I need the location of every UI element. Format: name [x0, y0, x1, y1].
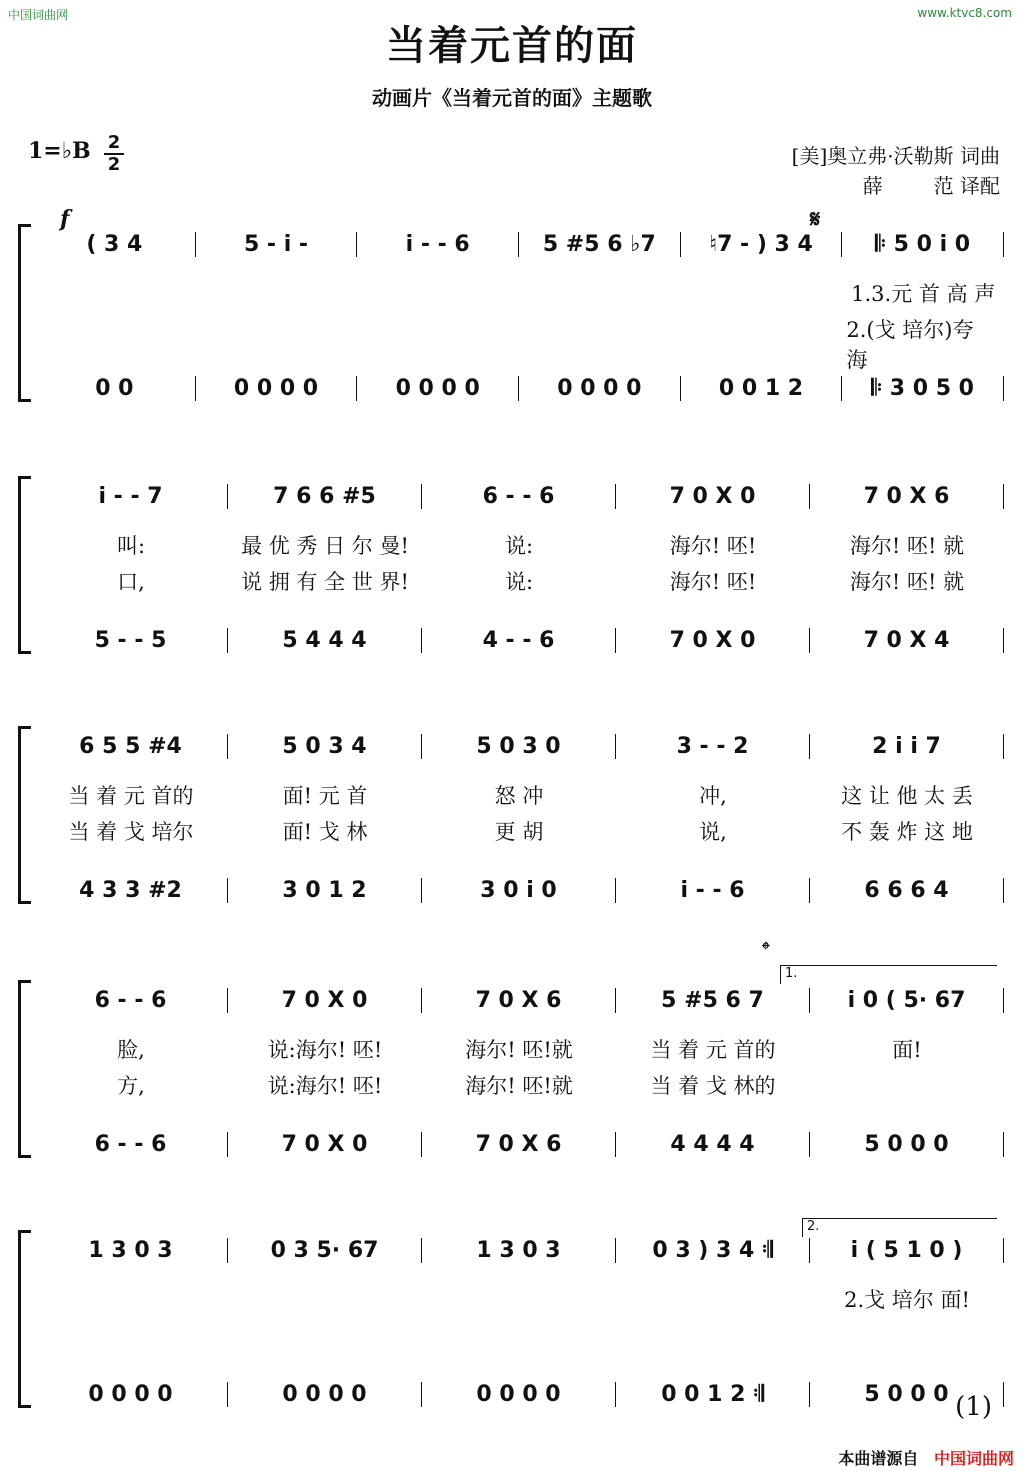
site-watermark-right: www.ktvc8.com [917, 6, 1012, 20]
measure: 6 - - 6 [422, 484, 616, 509]
meter-bottom: 2 [107, 154, 121, 175]
lyric-segment [357, 314, 519, 374]
system-brace [18, 1230, 31, 1408]
measure: i - - 6 [357, 232, 519, 257]
melody-staff [34, 484, 1004, 509]
melody-staff [34, 232, 1004, 257]
lyric-verse-2 [34, 314, 1004, 374]
measure: 7 0 X 6 [810, 484, 1004, 509]
harmony-staff [34, 1382, 1004, 1407]
lyric-segment: 2.(戈 培尔)夸 海 [846, 318, 974, 372]
measure: i ( 5 1 0 ) [810, 1238, 1004, 1263]
lyric-segment: 海尔! 呸! [669, 570, 757, 594]
dynamic-marking: f [60, 206, 70, 232]
lyric-segment: 1.3.元 首 高 声 [851, 282, 996, 306]
measure: 5 #5 6 ♭7 [519, 232, 681, 257]
lyric-segment [681, 314, 843, 374]
lyric-segment: 冲, [699, 784, 727, 808]
measure: 7 0 X 6 [422, 988, 616, 1013]
lyric-segment: 面! 元 首 [282, 784, 368, 808]
lyric-verse-1 [34, 780, 1004, 810]
measure: 4 - - 6 [422, 628, 616, 653]
measure: 7 0 X 0 [616, 628, 810, 653]
lyric-segment: 怒 冲 [494, 784, 544, 808]
lyric-segment: 说: [504, 534, 534, 558]
measure: 0 0 1 2 [681, 376, 843, 401]
measure: 4 4 4 4 [616, 1132, 810, 1157]
measure: i 0 ( 5· 67 [810, 988, 1004, 1013]
lyric-segment: 海尔! 呸! 就 [849, 534, 965, 558]
measure: 7 0 X 0 [228, 988, 422, 1013]
lyric-segment: 面! [892, 1038, 922, 1062]
measure: 5 0 0 0 [810, 1382, 1004, 1407]
measure: 6 5 5 #4 [34, 734, 228, 759]
page-subtitle: 动画片《当着元首的面》主题歌 [372, 86, 652, 110]
lyric-verse-1 [34, 530, 1004, 560]
lyric-segment [34, 314, 196, 374]
lyric-segment [34, 1284, 228, 1314]
lyric-segment: 海尔! 呸!就 [465, 1038, 573, 1062]
source-credit [838, 1446, 1014, 1469]
lyric-segment [519, 278, 681, 308]
measure: 6 - - 6 [34, 1132, 228, 1157]
lyric-segment [228, 1284, 422, 1314]
lyric-segment [357, 278, 519, 308]
lyric-segment: 不 轰 炸 这 地 [841, 820, 973, 844]
lyric-segment: 说, [699, 820, 727, 844]
measure: 5 0 0 0 [810, 1132, 1004, 1157]
harmony-staff [34, 628, 1004, 653]
credit-translator: 薛 范 译配 [862, 174, 1000, 198]
lyric-segment: 海尔! 呸!就 [465, 1074, 573, 1098]
lyric-verse-1 [34, 278, 1004, 308]
measure: 7 6 6 #5 [228, 484, 422, 509]
harmony-staff [34, 1132, 1004, 1157]
system-brace [18, 726, 31, 904]
measure: 0 0 0 0 [519, 376, 681, 401]
lyric-segment: 当 着 元 首的 [68, 784, 194, 808]
measure: 1 3 0 3 [34, 1238, 228, 1263]
harmony-staff [34, 878, 1004, 903]
measure: 3 0 1 2 [228, 878, 422, 903]
measure: i - - 7 [34, 484, 228, 509]
lyric-segment [196, 314, 358, 374]
measure: 5 4 4 4 [228, 628, 422, 653]
lyric-segment: 更 胡 [494, 820, 544, 844]
system-brace [18, 980, 31, 1158]
segno-icon: 𝄋 [810, 205, 821, 233]
system-brace [18, 224, 31, 402]
lyric-segment: 当 着 元 首的 [650, 1038, 776, 1062]
measure: ( 3 4 [34, 232, 196, 257]
lyric-segment: 脸, [117, 1038, 145, 1062]
lyric-verse-2 [34, 816, 1004, 846]
lyric-segment [519, 314, 681, 374]
harmony-staff [34, 376, 1004, 401]
measure: 3 - - 2 [616, 734, 810, 759]
key-signature: 1=♭B [28, 138, 91, 164]
measure: 0 0 1 2 𝄇 [616, 1382, 810, 1407]
measure: 5 0 3 0 [422, 734, 616, 759]
lyric-segment [681, 278, 843, 308]
system-brace [18, 476, 31, 654]
lyric-segment: 当 着 戈 培尔 [68, 820, 194, 844]
lyric-segment: 叫: [116, 534, 146, 558]
measure: 5 - - 5 [34, 628, 228, 653]
measure: 3 0 i 0 [422, 878, 616, 903]
lyric-verse-1 [34, 1034, 1004, 1064]
volta-first-ending: 1. [780, 965, 997, 984]
page-title: 当着元首的面 [386, 22, 638, 69]
lyric-segment [34, 278, 196, 308]
lyric-segment: 口, [117, 570, 145, 594]
meter-top: 2 [107, 132, 121, 153]
volta-second-ending: 2. [802, 1218, 997, 1237]
measure: 4 3 3 #2 [34, 878, 228, 903]
measure: ♮7 - ) 3 4 [681, 232, 843, 257]
measure: 5 #5 6 7 [616, 988, 810, 1013]
measure: 0 3 ) 3 4 𝄇 [616, 1238, 810, 1263]
lyric-segment: 2.戈 培尔 面! [844, 1288, 970, 1312]
lyric-segment [196, 278, 358, 308]
lyric-verse-2 [34, 1070, 1004, 1100]
measure: 0 0 0 0 [196, 376, 358, 401]
measure: 7 0 X 0 [616, 484, 810, 509]
measure: 2 i i 7 [810, 734, 1004, 759]
measure: 𝄆 3 0 5 0 [842, 376, 1004, 401]
lyric-segment [422, 1284, 616, 1314]
source-label: 本曲谱源自 [838, 1449, 919, 1468]
lyric-segment: 面! 戈 林 [282, 820, 368, 844]
coda-icon: 𝄌 [762, 938, 770, 963]
lyric-verse-2 [34, 566, 1004, 596]
measure: 7 0 X 6 [422, 1132, 616, 1157]
lyric-segment: 海尔! 呸! 就 [849, 570, 965, 594]
lyric-segment: 方, [117, 1074, 145, 1098]
lyric-segment: 当 着 戈 林的 [650, 1074, 776, 1098]
credit-composer: [美]奥立弗·沃勒斯 词曲 [791, 144, 1000, 168]
measure: 𝄆 5 0 i 0 [842, 232, 1004, 257]
lyric-segment [616, 1284, 810, 1314]
measure: 0 3 5· 67 [228, 1238, 422, 1263]
measure: 7 0 X 4 [810, 628, 1004, 653]
lyric-segment: 说 拥 有 全 世 界! [241, 570, 409, 594]
lyric-segment: 说: [504, 570, 534, 594]
measure: 0 0 0 0 [34, 1382, 228, 1407]
measure: 0 0 0 0 [422, 1382, 616, 1407]
measure: i - - 6 [616, 878, 810, 903]
measure: 0 0 0 0 [228, 1382, 422, 1407]
page-number: (1) [955, 1392, 992, 1422]
melody-staff [34, 1238, 1004, 1263]
lyric-segment: 这 让 他 太 丢 [841, 784, 973, 808]
source-site: 中国词曲网 [933, 1449, 1014, 1468]
measure: 0 0 [34, 376, 196, 401]
measure: 6 - - 6 [34, 988, 228, 1013]
measure: 7 0 X 0 [228, 1132, 422, 1157]
measure: 1 3 0 3 [422, 1238, 616, 1263]
lyric-segment: 说:海尔! 呸! [267, 1038, 383, 1062]
melody-staff [34, 734, 1004, 759]
site-watermark-left: 中国词曲网 [8, 8, 69, 22]
measure: 5 0 3 4 [228, 734, 422, 759]
lyric-segment: 说:海尔! 呸! [267, 1074, 383, 1098]
melody-staff [34, 988, 1004, 1013]
time-signature [104, 134, 124, 174]
lyric-segment: 海尔! 呸! [669, 534, 757, 558]
measure: 6 6 6 4 [810, 878, 1004, 903]
lyric-verse-1 [34, 1284, 1004, 1314]
measure: 0 0 0 0 [357, 376, 519, 401]
lyric-segment: 最 优 秀 日 尔 曼! [241, 534, 409, 558]
measure: 5 - i - [196, 232, 358, 257]
lyric-segment [810, 1070, 1004, 1100]
